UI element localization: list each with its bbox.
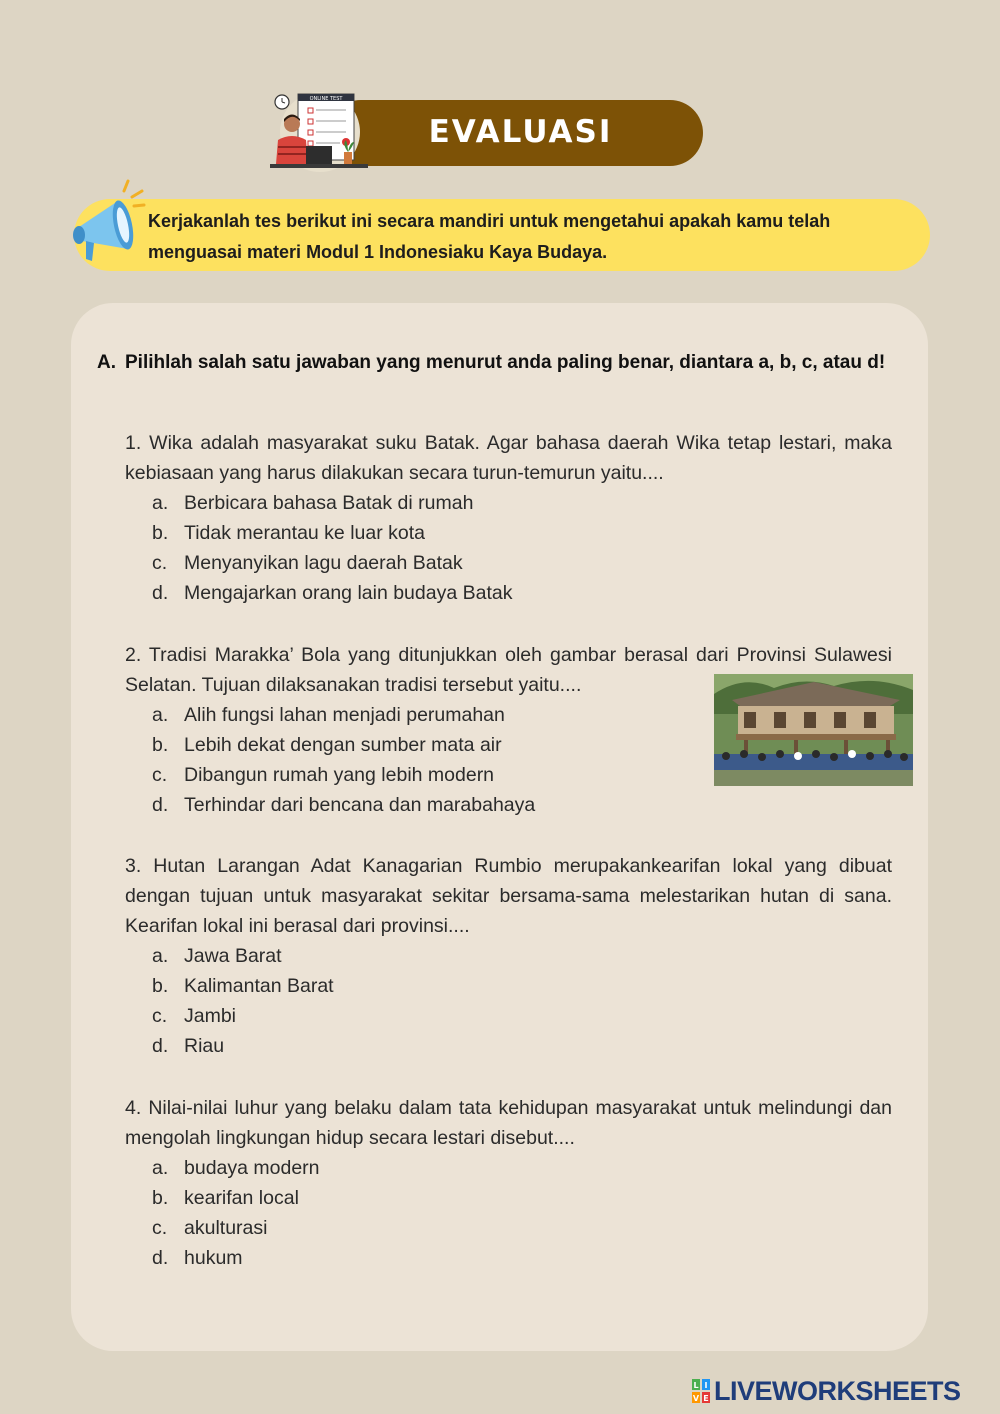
svg-text:V: V xyxy=(692,1394,700,1403)
liveworksheets-mark-icon xyxy=(692,1379,710,1403)
option-c[interactable] xyxy=(125,548,892,578)
option-label: b. xyxy=(152,1187,169,1209)
option-text: budaya modern xyxy=(184,1157,320,1179)
option-c[interactable] xyxy=(125,1213,892,1243)
option-label: d. xyxy=(152,1247,169,1269)
option-label: c. xyxy=(152,1217,168,1239)
instruction-banner xyxy=(74,199,930,271)
option-text: kearifan local xyxy=(184,1187,299,1209)
option-label: c. xyxy=(152,552,168,574)
option-text: akulturasi xyxy=(184,1217,268,1239)
question-text: 1. Wika adalah masyarakat suku Batak. Agar bahasa daerah Wika tetap lestari, maka kebiasaan yang harus dilakukan secara turun-temurun yaitu.... xyxy=(125,432,892,484)
section-letter: A. xyxy=(97,352,116,373)
option-a[interactable] xyxy=(125,941,892,971)
option-label: a. xyxy=(152,492,169,514)
option-text: Alih fungsi lahan menjadi perumahan xyxy=(184,704,505,726)
section-heading xyxy=(97,347,907,378)
option-list xyxy=(125,1153,892,1273)
svg-text:L: L xyxy=(693,1381,699,1390)
option-label: d. xyxy=(152,794,169,816)
online-test-label: ONLINE TEST xyxy=(309,96,343,102)
section-title: Pilihlah salah satu jawaban yang menurut anda paling benar, diantara a, b, c, atau d! xyxy=(125,352,886,373)
option-list xyxy=(125,488,892,608)
option-text: Jambi xyxy=(184,1005,237,1027)
option-label: d. xyxy=(152,1035,169,1057)
option-text: Kalimantan Barat xyxy=(184,975,334,997)
question-3 xyxy=(125,851,892,1061)
option-b[interactable] xyxy=(125,518,892,548)
option-label: b. xyxy=(152,522,169,544)
marakka-bola-photo xyxy=(714,674,913,786)
option-label: a. xyxy=(152,945,169,967)
option-label: c. xyxy=(152,1005,168,1027)
question-card xyxy=(71,303,928,1351)
option-a[interactable] xyxy=(125,488,892,518)
page-title: EVALUASI xyxy=(428,114,613,150)
option-text: Tidak merantau ke luar kota xyxy=(184,522,425,544)
option-text: Lebih dekat dengan sumber mata air xyxy=(184,734,502,756)
option-label: a. xyxy=(152,1157,169,1179)
option-d[interactable] xyxy=(125,578,892,608)
option-b[interactable] xyxy=(125,1183,892,1213)
option-text: Riau xyxy=(184,1035,225,1057)
logo-text: LIVEWORKSHEETS xyxy=(714,1376,961,1406)
header xyxy=(268,92,708,172)
online-test-illustration-icon xyxy=(268,92,372,172)
question-text: 2. Tradisi Marakka’ Bola yang ditunjukkan oleh gambar berasal dari Provinsi Sulawesi Selatan. Tujuan dilaksanakan tradisi tersebut yaitu.... xyxy=(125,644,892,696)
option-text: Terhindar dari bencana dan marabahaya xyxy=(184,794,536,816)
option-label: c. xyxy=(152,764,168,786)
option-text: Menyanyikan lagu daerah Batak xyxy=(184,552,463,574)
question-text: 4. Nilai-nilai luhur yang belaku dalam tata kehidupan masyarakat untuk melindungi dan mengolah lingkungan hidup secara lestari disebut.... xyxy=(125,1097,892,1149)
option-d[interactable] xyxy=(125,1243,892,1273)
option-d[interactable] xyxy=(125,1031,892,1061)
option-label: b. xyxy=(152,975,169,997)
option-text: hukum xyxy=(184,1247,243,1269)
svg-text:I: I xyxy=(704,1381,708,1390)
option-list xyxy=(125,941,892,1061)
question-4 xyxy=(125,1093,892,1273)
svg-text:E: E xyxy=(703,1394,709,1403)
option-d[interactable] xyxy=(125,790,892,820)
option-label: a. xyxy=(152,704,169,726)
option-label: b. xyxy=(152,734,169,756)
option-text: Berbicara bahasa Batak di rumah xyxy=(184,492,474,514)
option-b[interactable] xyxy=(125,971,892,1001)
instruction-text: Kerjakanlah tes berikut ini secara mandiri untuk mengetahui apakah kamu telah menguasai materi Modul 1 Indonesiaku Kaya Budaya. xyxy=(148,211,831,262)
question-text: 3. Hutan Larangan Adat Kanagarian Rumbio merupakankearifan lokal yang dibuat dengan tujuan untuk masyarakat sekitar bersama-sama melestarikan hutan di sana. Kearifan lokal ini berasal dari provinsi.... xyxy=(125,855,892,937)
option-c[interactable] xyxy=(125,1001,892,1031)
option-label: d. xyxy=(152,582,169,604)
question-1 xyxy=(125,428,892,608)
option-text: Jawa Barat xyxy=(184,945,282,967)
option-text: Mengajarkan orang lain budaya Batak xyxy=(184,582,513,604)
liveworksheets-logo[interactable] xyxy=(692,1376,992,1406)
option-a[interactable] xyxy=(125,1153,892,1183)
header-bar xyxy=(328,100,703,166)
option-text: Dibangun rumah yang lebih modern xyxy=(184,764,495,786)
